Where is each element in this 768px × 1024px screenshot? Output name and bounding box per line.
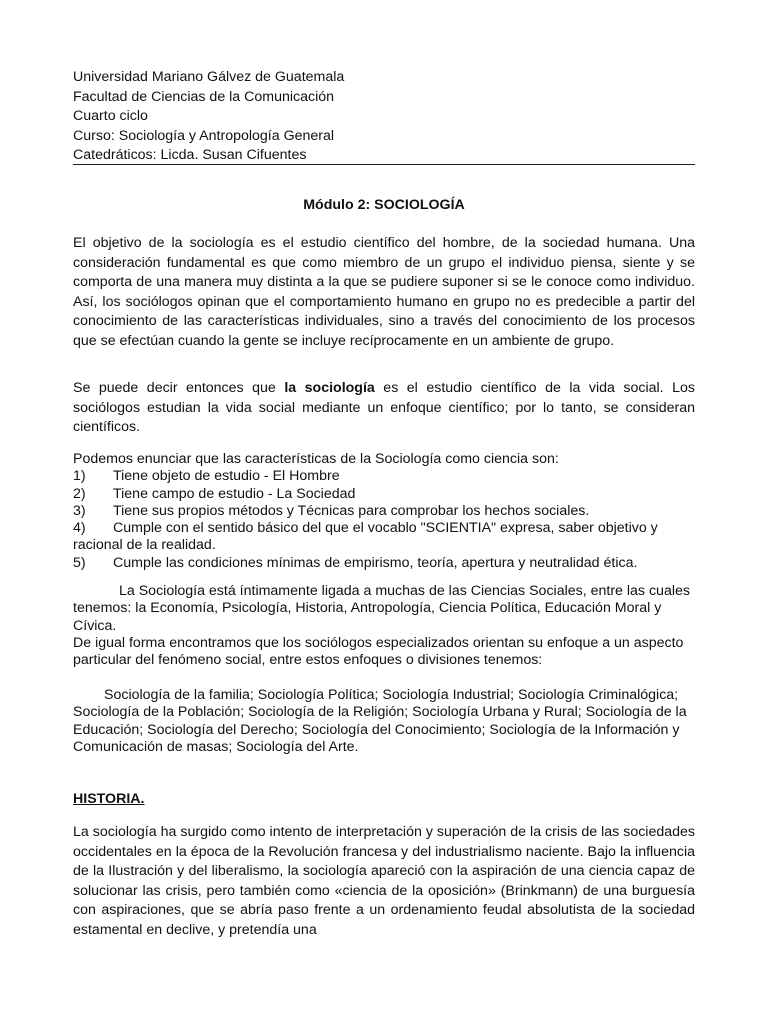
document-header <box>73 68 695 166</box>
list-item-text: Tiene sus propios métodos y Técnicas para comprobar los hechos sociales. <box>113 502 590 519</box>
university-name: Universidad Mariano Gálvez de Guatemala <box>73 69 345 85</box>
list-item-number: 3) <box>73 502 86 519</box>
list-item-number: 2) <box>73 485 86 502</box>
list-item-number: 1) <box>73 468 86 485</box>
list-item <box>73 555 695 572</box>
history-title: HISTORIA. <box>73 791 145 807</box>
definition-text-start: Se puede decir entonces que <box>73 380 285 396</box>
list-item <box>73 468 695 485</box>
list-item-text: Cumple con el sentido básico del que el vocablo "SCIENTIA" expresa, saber objetivo y racional de la realidad. <box>73 520 658 554</box>
definition-text-end: es el estudio científico de la vida social. Los sociólogos estudian la vida social mediante un enfoque científico; por lo tanto, se consideran científicos. <box>73 380 695 435</box>
list-item-number: 5) <box>73 554 86 571</box>
list-item <box>73 520 695 555</box>
cycle-label: Cuarto ciclo <box>73 108 148 124</box>
list-item-text: Tiene objeto de estudio - El Hombre <box>113 468 340 485</box>
history-paragraph: La sociología ha surgido como intento de interpretación y superación de la crisis de las sociedades occidentales en la época de la Revolución francesa y del industrialismo naciente. Bajo la influencia de la Ilustración y del liberalismo, la sociología apareció con la aspiración de una ciencia capaz de solucionar las crisis, pero también como «ciencia de la oposición» (Brinkmann) de una burguesía con aspiraciones, que se abría paso frente a un ordenamiento feudal absolutista de la sociedad estamental en declive, y pretendía una <box>73 824 695 938</box>
module-title: Módulo 2: SOCIOLOGÍA <box>303 197 465 213</box>
faculty-name: Facultad de Ciencias de la Comunicación <box>73 88 335 105</box>
list-item-text: Cumple las condiciones mínimas de empirismo, teoría, apertura y neutralidad ética. <box>113 554 638 571</box>
characteristics-list <box>73 468 695 572</box>
course-name: Curso: Sociología y Antropología General <box>73 127 335 144</box>
characteristics-intro: Podemos enunciar que las características de la Sociología como ciencia son: <box>73 451 559 467</box>
list-item <box>73 486 695 503</box>
specialization-paragraph: De igual forma encontramos que los sociólogos especializados orientan su enfoque a un aspecto particular del fenómeno social, entre estos enfoques o divisiones tenemos: <box>73 635 684 669</box>
branches-paragraph: Sociología de la familia; Sociología Política; Sociología Industrial; Sociología Criminalógica; Sociología de la Población; Sociología de la Religión; Sociología Urbana y Rural; Sociología de la Educación; Sociología del Derecho; Sociología del Conocimiento; Sociología de la Información y Comunicación de masas; Sociología del Arte. <box>73 687 687 755</box>
definition-paragraph <box>73 379 695 438</box>
definition-bold-term: la sociología <box>284 380 375 396</box>
instructor-name: Catedráticos: Licda. Susan Cifuentes <box>73 147 307 163</box>
characteristics-section <box>73 451 695 572</box>
social-sciences-paragraph: La Sociología está íntimamente ligada a muchas de las Ciencias Sociales, entre las cuales tenemos: la Economía, Psicología, Historia, Antropología, Ciencia Política, Educación Moral y Cívica. <box>73 583 690 634</box>
header-divider <box>73 164 695 165</box>
list-item-text: Tiene campo de estudio - La Sociedad <box>113 485 356 502</box>
list-item-number: 4) <box>73 520 86 537</box>
list-item <box>73 503 695 520</box>
intro-paragraph: El objetivo de la sociología es el estudio científico del hombre, de la sociedad humana. Una consideración fundamental es que como miembro de un grupo el individuo piensa, siente y se comporta de una manera muy distinta a la que se pudiere suponer si se le conoce como individuo. Así, los sociólogos opinan que el comportamiento humano en grupo no es predecible a partir del conocimiento de las características individuales, sino a través del conocimiento de los procesos que se efectúan cuando la gente se incluye recíprocamente en un ambiente de grupo. <box>73 235 695 349</box>
